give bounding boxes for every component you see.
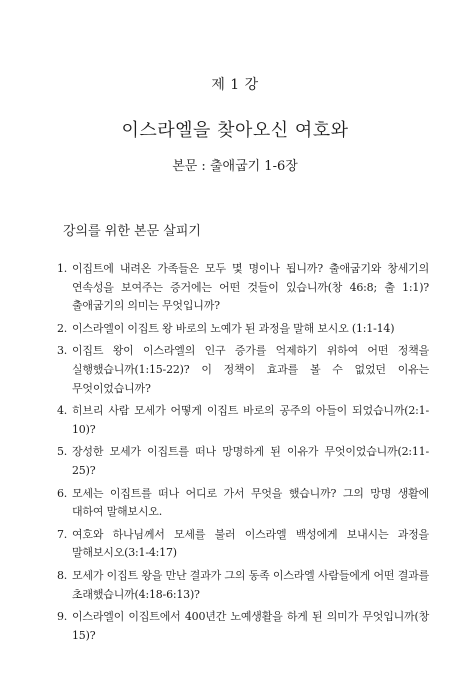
question-list <box>57 260 429 649</box>
question-text: 모세가 이집트 왕을 만난 결과가 그의 동족 이스라엘 사람들에게 어떤 결과를 초래했습니까(4:18-6:13)? <box>72 568 429 601</box>
lecture-number: 제 1 강 <box>211 77 259 93</box>
question-number: 5. <box>57 445 68 459</box>
question-text: 장성한 모세가 이집트를 떠나 망명하게 된 이유가 무엇이었습니까(2:11-25)? <box>72 445 429 477</box>
question-item <box>57 485 429 522</box>
question-item <box>57 320 429 339</box>
question-item <box>57 526 429 563</box>
question-item <box>57 402 429 439</box>
question-item <box>57 608 429 645</box>
question-number: 8. <box>57 568 68 582</box>
question-number: 3. <box>57 344 68 358</box>
question-number: 9. <box>57 610 68 624</box>
question-item <box>57 443 429 480</box>
question-text: 이집트에 내려온 가족들은 모두 몇 명이나 됩니까? 출애굽기와 창세기의 연속성을 보여주는 증거에는 어떤 것들이 있습니까(창 46:8; 출 1:1)? 출애굽기의 의미는 무엇입니까? <box>72 262 429 313</box>
question-item <box>57 342 429 398</box>
question-text: 모세는 이집트를 떠나 어디로 가서 무엇을 했습니까? 그의 망명 생활에 대하여 말해보시오. <box>72 486 429 519</box>
question-item <box>57 260 429 316</box>
question-text: 히브리 사람 모세가 어떻게 이집트 바로의 공주의 아들이 되었습니까(2:1-10)? <box>72 404 429 436</box>
question-number: 2. <box>57 321 68 335</box>
question-text: 여호와 하나님께서 모세를 불러 이스라엘 백성에게 보내시는 과정을 말해보시오(3:1-4:17) <box>72 527 429 560</box>
question-number: 6. <box>57 486 68 500</box>
scripture-reference: 본문 : 출애굽기 1-6장 <box>172 159 298 174</box>
lecture-title: 이스라엘을 찾아오신 여호와 <box>121 120 349 141</box>
question-number: 1. <box>57 262 68 275</box>
question-item <box>57 567 429 604</box>
question-text: 이집트 왕이 이스라엘의 인구 증가를 억제하기 위하여 어떤 정책을 실행했습니까(1:15-22)? 이 정책이 효과를 볼 수 없었던 이유는 무엇이었습니까? <box>72 344 429 395</box>
question-text: 이스라엘이 이집트에서 400년간 노예생활을 하게 된 의미가 무엇입니까(창 15)? <box>72 610 429 642</box>
question-number: 7. <box>57 527 68 541</box>
section-heading: 강의를 위한 본문 살피기 <box>63 224 201 239</box>
question-text: 이스라엘이 이집트 왕 바로의 노예가 된 과정을 말해 보시오 (1:1-14) <box>72 321 395 335</box>
question-number: 4. <box>57 404 68 418</box>
